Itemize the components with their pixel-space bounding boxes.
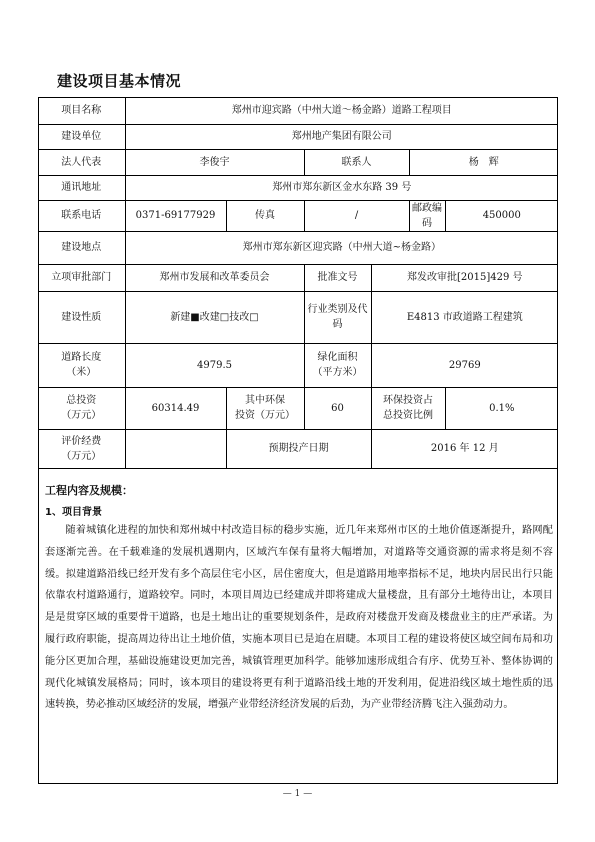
env-invest-label-line1: 其中环保 (245, 395, 285, 406)
eval-fee-label (38, 429, 125, 468)
total-invest-label-line2: （万元） (61, 410, 102, 421)
approval-dept-label: 立项审批部门 (38, 264, 125, 291)
row-eval-fee (38, 429, 558, 468)
fax-label: 传真 (226, 200, 304, 231)
contact-label: 联系人 (304, 149, 409, 175)
total-invest-value: 60314.49 (125, 387, 226, 429)
project-name-value: 郑州市迎宾路（中州大道～杨金路）道路工程项目 (125, 97, 558, 124)
basic-info-table (38, 97, 558, 469)
env-ratio-value: 0.1% (445, 387, 558, 429)
total-invest-label (38, 387, 125, 429)
row-phone (38, 200, 558, 231)
fax-value: / (304, 200, 409, 231)
total-invest-label-line1: 总投资 (66, 395, 97, 406)
section-title: 工程内容及规模： (45, 484, 133, 497)
green-area-label (304, 343, 371, 387)
phone-label: 联系电话 (38, 200, 125, 231)
eval-fee-label-line1: 评价经费 (61, 435, 102, 447)
row-road-length (38, 343, 558, 387)
industry-value: E4813 市政道路工程建筑 (371, 291, 558, 343)
address-value: 郑州市郑东新区金水东路 39 号 (125, 175, 558, 200)
project-name-label: 项目名称 (38, 97, 125, 124)
env-ratio-label (371, 387, 445, 429)
row-project-name (38, 97, 558, 124)
row-investment (38, 387, 558, 429)
row-legal-rep (38, 149, 558, 175)
section-subtitle: 1、项目背景 (45, 507, 102, 518)
approval-no-label: 批准文号 (304, 264, 371, 291)
page-number: — 1 — (282, 789, 313, 799)
operation-date-value: 2016 年 12 月 (371, 429, 558, 468)
env-ratio-label-line2: 总投资比例 (383, 410, 433, 421)
industry-label: 行业类别及代码 (304, 291, 371, 343)
row-address (38, 175, 558, 200)
road-length-label-line2: （米） (66, 367, 97, 378)
green-area-label-line2: （平方米） (312, 367, 363, 378)
background-paragraph: 随着城镇化进程的加快和郑州城中村改造目标的稳步实施，近几年来郑州市区的土地价值逐渐提升，路网配套逐渐完善。在千载难逢的发展机遇期内，区域汽车保有量将大幅增加，对道路等交通资源的需求将是刻不容缓。拟建道路沿线已经开发有多个高层住宅小区，居住密度大，但是道路用地率指标不足，地块内居民出行只能依靠农村道路通行，道路较窄。同时，本项目周边已经建成并即将建成大量楼盘，且有部分土地待出让，本项目是是贯穿区域的重要骨干道路，也是土地出让的重要规划条件，是政府对楼盘开发商及楼盘业主的庄严承诺。为履行政府职能，提高周边待出让土地价值，实施本项目已是迫在眉睫。本项目工程的建设将使区域空间布局和功能分区更加合理，基础设施建设更加完善，城镇管理更加科学。能够加速形成组合有序、优势互补、整体协调的现代化城镇发展格局；同时，该本项目的建设将更有利于道路沿线土地的开发利用，促进沿线区域土地性质的迅速转换，势必推动区域经济的发展，增强产业带经济经济发展的后劲，为产业带经济腾飞注入强劲动力。 (45, 525, 553, 711)
legal-rep-label: 法人代表 (38, 149, 125, 175)
green-area-label-line1: 绿化面积 (317, 352, 358, 363)
row-approval (38, 264, 558, 291)
builder-label: 建设单位 (38, 124, 125, 149)
approval-dept-value: 郑州市发展和改革委员会 (125, 264, 304, 291)
address-label: 通讯地址 (38, 175, 125, 200)
road-length-label-line1: 道路长度 (61, 352, 102, 363)
green-area-value: 29769 (371, 343, 558, 387)
postcode-value: 450000 (445, 200, 558, 231)
document-title: 建设项目基本情况 (57, 72, 182, 90)
row-builder (38, 124, 558, 149)
row-nature (38, 291, 558, 343)
postcode-label: 邮政编码 (409, 200, 445, 231)
eval-fee-label-line2: （万元） (61, 450, 102, 462)
road-length-label (38, 343, 125, 387)
operation-date-label: 预期投产日期 (226, 429, 371, 468)
nature-label: 建设性质 (38, 291, 125, 343)
road-length-value: 4979.5 (125, 343, 304, 387)
env-ratio-label-line1: 环保投资占 (383, 395, 433, 406)
location-value: 郑州市郑东新区迎宾路（中州大道~杨金路） (125, 231, 558, 264)
row-location (38, 231, 558, 264)
env-invest-value: 60 (304, 387, 371, 429)
approval-no-value: 郑发改审批[2015]429 号 (371, 264, 558, 291)
eval-fee-value (125, 429, 226, 468)
contact-value: 杨 辉 (409, 149, 558, 175)
env-invest-label-line2: 投资（万元） (235, 410, 295, 421)
location-label: 建设地点 (38, 231, 125, 264)
env-invest-label (226, 387, 304, 429)
legal-rep-value: 李俊宇 (125, 149, 304, 175)
builder-value: 郑州地产集团有限公司 (125, 124, 558, 149)
phone-value: 0371-69177929 (125, 200, 226, 231)
nature-value: 新建■改建□技改□ (125, 291, 304, 343)
